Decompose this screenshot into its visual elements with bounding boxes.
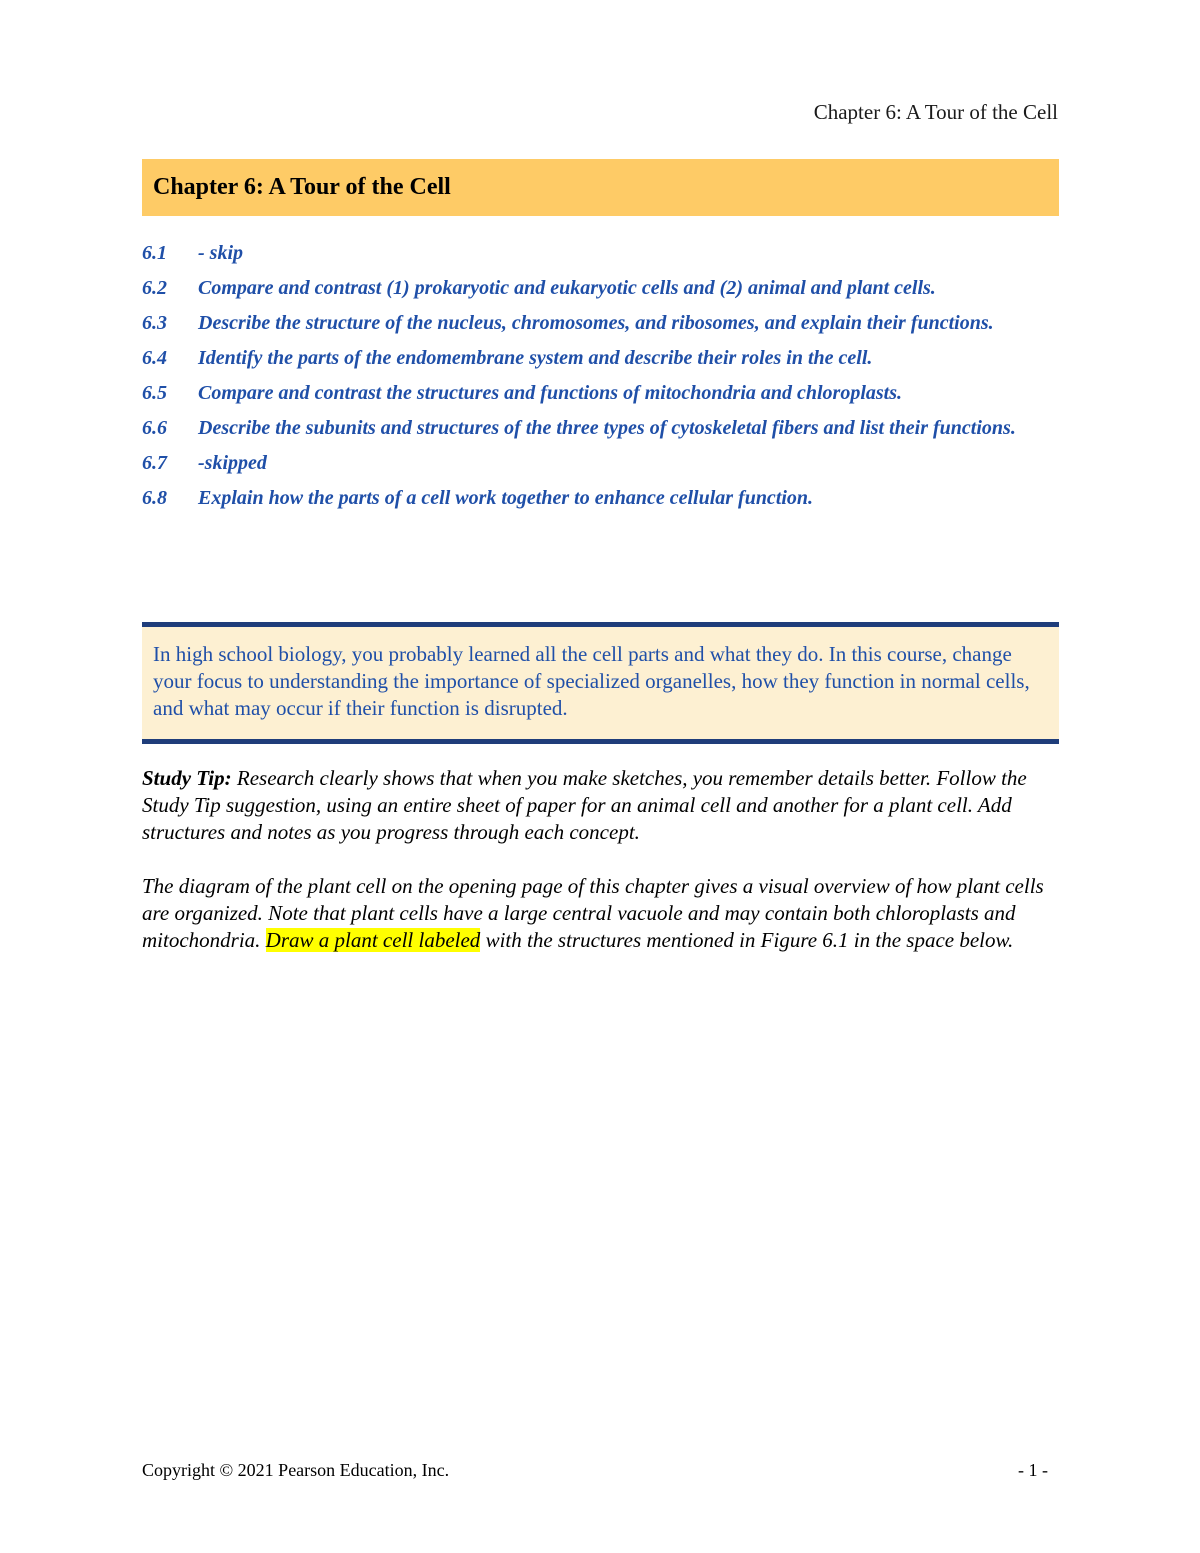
objective-item	[142, 240, 1059, 267]
objective-text: Identify the parts of the endomembrane system and describe their roles in the cell.	[198, 347, 873, 369]
objective-text: -skipped	[198, 452, 267, 474]
objective-item	[142, 450, 1059, 477]
chapter-title-banner	[142, 159, 1059, 216]
objective-item	[142, 485, 1059, 512]
objective-item	[142, 380, 1059, 407]
focus-callout-box	[142, 622, 1059, 744]
objective-item	[142, 345, 1059, 372]
objective-number: 6.4	[142, 347, 167, 369]
objective-item	[142, 415, 1059, 442]
instructions-text: The diagram of the plant cell on the opening page of this chapter gives a visual overview of how plant cells are organized. Note that plant cells have a large central vacuole and may contain both chloroplasts and mitochondria.	[142, 874, 1044, 952]
learning-objectives-list	[142, 240, 1059, 520]
objective-text: - skip	[198, 242, 243, 264]
running-header: Chapter 6: A Tour of the Cell	[813, 100, 1058, 124]
objective-number: 6.5	[142, 382, 167, 404]
copyright-footer: Copyright © 2021 Pearson Education, Inc.	[142, 1460, 450, 1480]
objective-text: Compare and contrast (1) prokaryotic and eukaryotic cells and (2) animal and plant cells.	[198, 277, 936, 299]
objective-text: Describe the subunits and structures of the three types of cytoskeletal fibers and list their functions.	[198, 417, 1016, 439]
objective-number: 6.7	[142, 452, 167, 474]
objective-item	[142, 275, 1059, 302]
study-tip-label: Study Tip:	[142, 766, 232, 790]
objective-text: Explain how the parts of a cell work together to enhance cellular function.	[198, 487, 814, 509]
chapter-title: Chapter 6: A Tour of the Cell	[153, 174, 451, 200]
highlighted-instruction: Draw a plant cell labeled	[265, 928, 481, 952]
objective-text: Describe the structure of the nucleus, chromosomes, and ribosomes, and explain their functions.	[198, 312, 994, 334]
instructions-text-end: with the structures mentioned in Figure 6.1 in the space below.	[480, 928, 1014, 952]
objective-number: 6.2	[142, 277, 167, 299]
page-number: - 1 -	[1018, 1460, 1048, 1480]
objective-item	[142, 310, 1059, 337]
objective-number: 6.6	[142, 417, 167, 439]
objective-number: 6.1	[142, 242, 167, 264]
objective-text: Compare and contrast the structures and functions of mitochondria and chloroplasts.	[198, 382, 903, 404]
study-tip-paragraph	[142, 765, 1059, 846]
plant-cell-instructions	[142, 873, 1059, 954]
objective-number: 6.3	[142, 312, 167, 334]
objective-number: 6.8	[142, 487, 167, 509]
callout-text: In high school biology, you probably learned all the cell parts and what they do. In this course, change your focus to understanding the importance of specialized organelles, how they function in normal cells, and what may occur if their function is disrupted.	[153, 642, 1030, 720]
study-tip-text: Research clearly shows that when you make sketches, you remember details better. Follow the Study Tip suggestion, using an entire sheet of paper for an animal cell and another for a plant cell. Add structures and notes as you progress through each concept.	[142, 766, 1027, 844]
